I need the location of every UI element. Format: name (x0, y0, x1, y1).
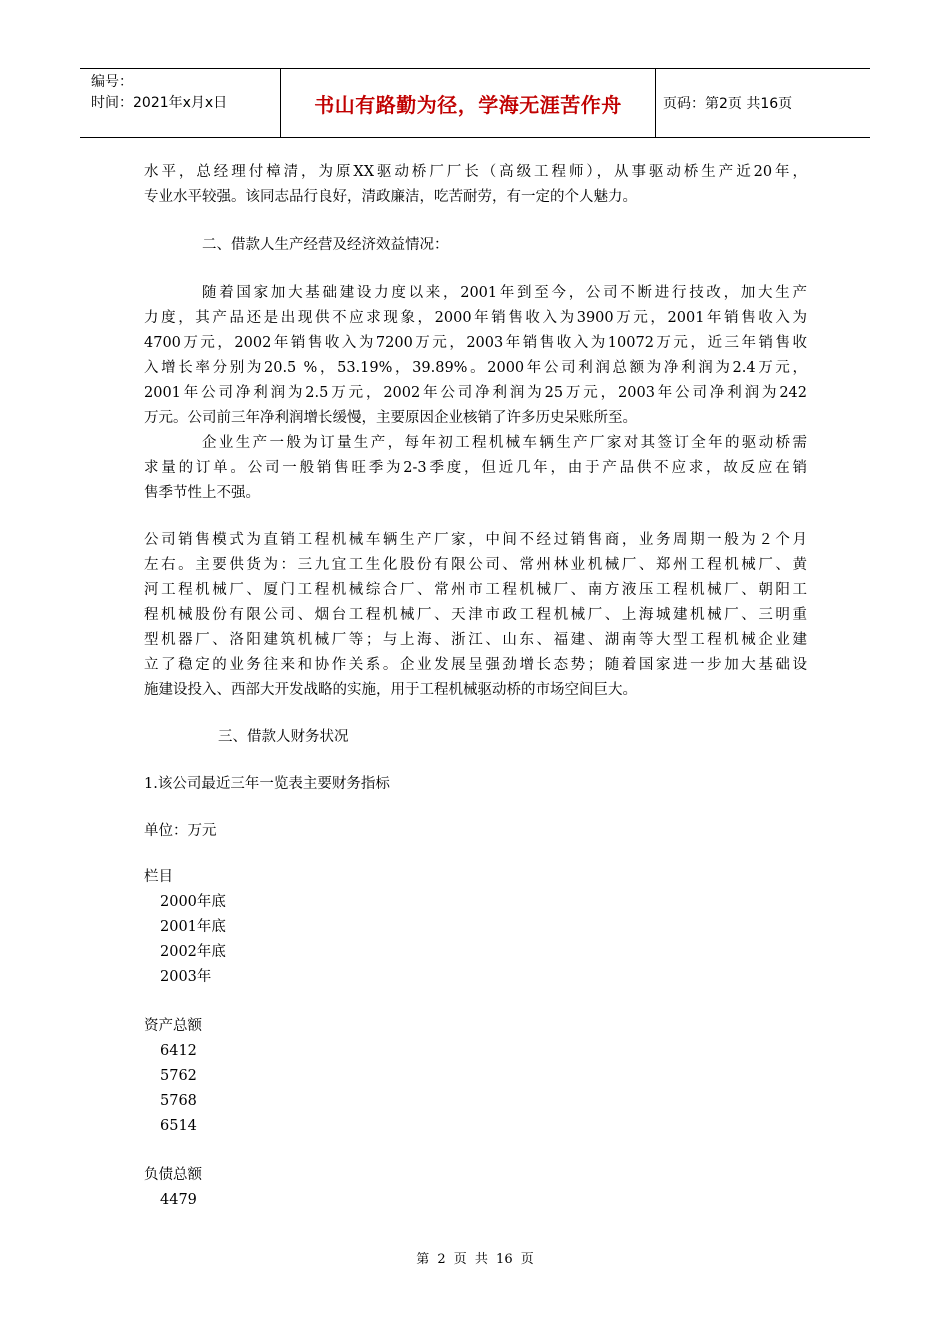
paragraph-line: 售季节性上不强。 (144, 485, 260, 501)
serial-label: 编号： (91, 74, 133, 90)
assets-value: 5768 (160, 1093, 197, 1109)
paragraph-line: 型机器厂、洛阳建筑机械厂等；与上海、浙江、山东、福建、湖南等大型工程机械企业建 (144, 632, 807, 648)
paragraph-line: 求量的订单。公司一般销售旺季为2-3季度，但近几年，由于产品供不应求，故反应在销 (144, 460, 807, 476)
header-meta (80, 69, 281, 137)
paragraph-line: 左右。主要供货为：三九宜工生化股份有限公司、常州林业机械厂、郑州工程机械厂、黄 (144, 557, 807, 573)
assets-value: 6412 (160, 1043, 197, 1059)
header-page-number: 页码：第2页 共16页 (663, 96, 793, 112)
paragraph-line: 2001年公司净利润为2.5万元，2002年公司净利润为25万元，2003年公司净利润为242 (144, 385, 807, 401)
assets-value: 5762 (160, 1068, 197, 1084)
paragraph-line: 4700万元，2002年销售收入为7200万元，2003年销售收入为10072万元，近三年销售收 (144, 335, 807, 351)
paragraph-line: 专业水平较强。该同志品行良好，清政廉洁，吃苦耐劳，有一定的个人魅力。 (144, 189, 637, 205)
assets-label: 资产总额 (144, 1018, 202, 1034)
paragraph-line: 万元。公司前三年净利润增长缓慢，主要原因企业核销了许多历史呆账所至。 (144, 410, 637, 426)
paragraph-line: 公司销售模式为直销工程机械车辆生产厂家，中间不经过销售商，业务周期一般为２个月 (144, 532, 807, 548)
table-title: 1.该公司最近三年一览表主要财务指标 (144, 776, 390, 792)
column-header-label: 栏目 (144, 869, 173, 885)
assets-value: 6514 (160, 1118, 197, 1134)
year-cell: 2001年底 (160, 919, 226, 935)
year-cell: 2000年底 (160, 894, 226, 910)
paragraph-line: 入增长率分别为20.5 %，53.19%，39.89%。2000年公司利润总额为净利润为2.4万元， (144, 360, 807, 376)
year-cell: 2002年底 (160, 944, 226, 960)
date-label: 时间：2021年x月x日 (91, 95, 228, 111)
liabilities-label: 负债总额 (144, 1167, 202, 1183)
paragraph-line: 河工程机械厂、厦门工程机械综合厂、常州市工程机械厂、南方液压工程机械厂、朝阳工 (144, 582, 807, 598)
paragraph-line: 立了稳定的业务往来和协作关系。企业发展呈强劲增长态势；随着国家进一步加大基础设 (144, 657, 807, 673)
page-header (80, 68, 870, 138)
paragraph-line: 程机械股份有限公司、烟台工程机械厂、天津市政工程机械厂、上海城建机械厂、三明重 (144, 607, 807, 623)
paragraph-line: 水平，总经理付樟清，为原XX驱动桥厂厂长（高级工程师），从事驱动桥生产近20年， (144, 164, 807, 180)
paragraph-line: 企业生产一般为订量生产，每年初工程机械车辆生产厂家对其签订全年的驱动桥需 (202, 435, 807, 451)
year-cell: 2003年 (160, 969, 212, 985)
page-footer: 第 2 页 共 16 页 (416, 1252, 534, 1267)
liabilities-value: 4479 (160, 1192, 197, 1208)
paragraph-line: 施建设投入、西部大开发战略的实施，用于工程机械驱动桥的市场空间巨大。 (144, 682, 637, 698)
section-heading: 三、借款人财务状况 (218, 729, 349, 745)
paragraph-line: 力度，其产品还是出现供不应求现象，2000年销售收入为3900万元，2001年销售收入为 (144, 310, 807, 326)
section-heading: 二、借款人生产经营及经济效益情况： (202, 237, 449, 253)
paragraph-line: 随着国家加大基础建设力度以来，2001年到至今，公司不断进行技改，加大生产 (202, 285, 807, 301)
header-motto: 书山有路勤为径，学海无涯苦作舟 (281, 69, 656, 137)
unit-label: 单位：万元 (144, 823, 217, 839)
